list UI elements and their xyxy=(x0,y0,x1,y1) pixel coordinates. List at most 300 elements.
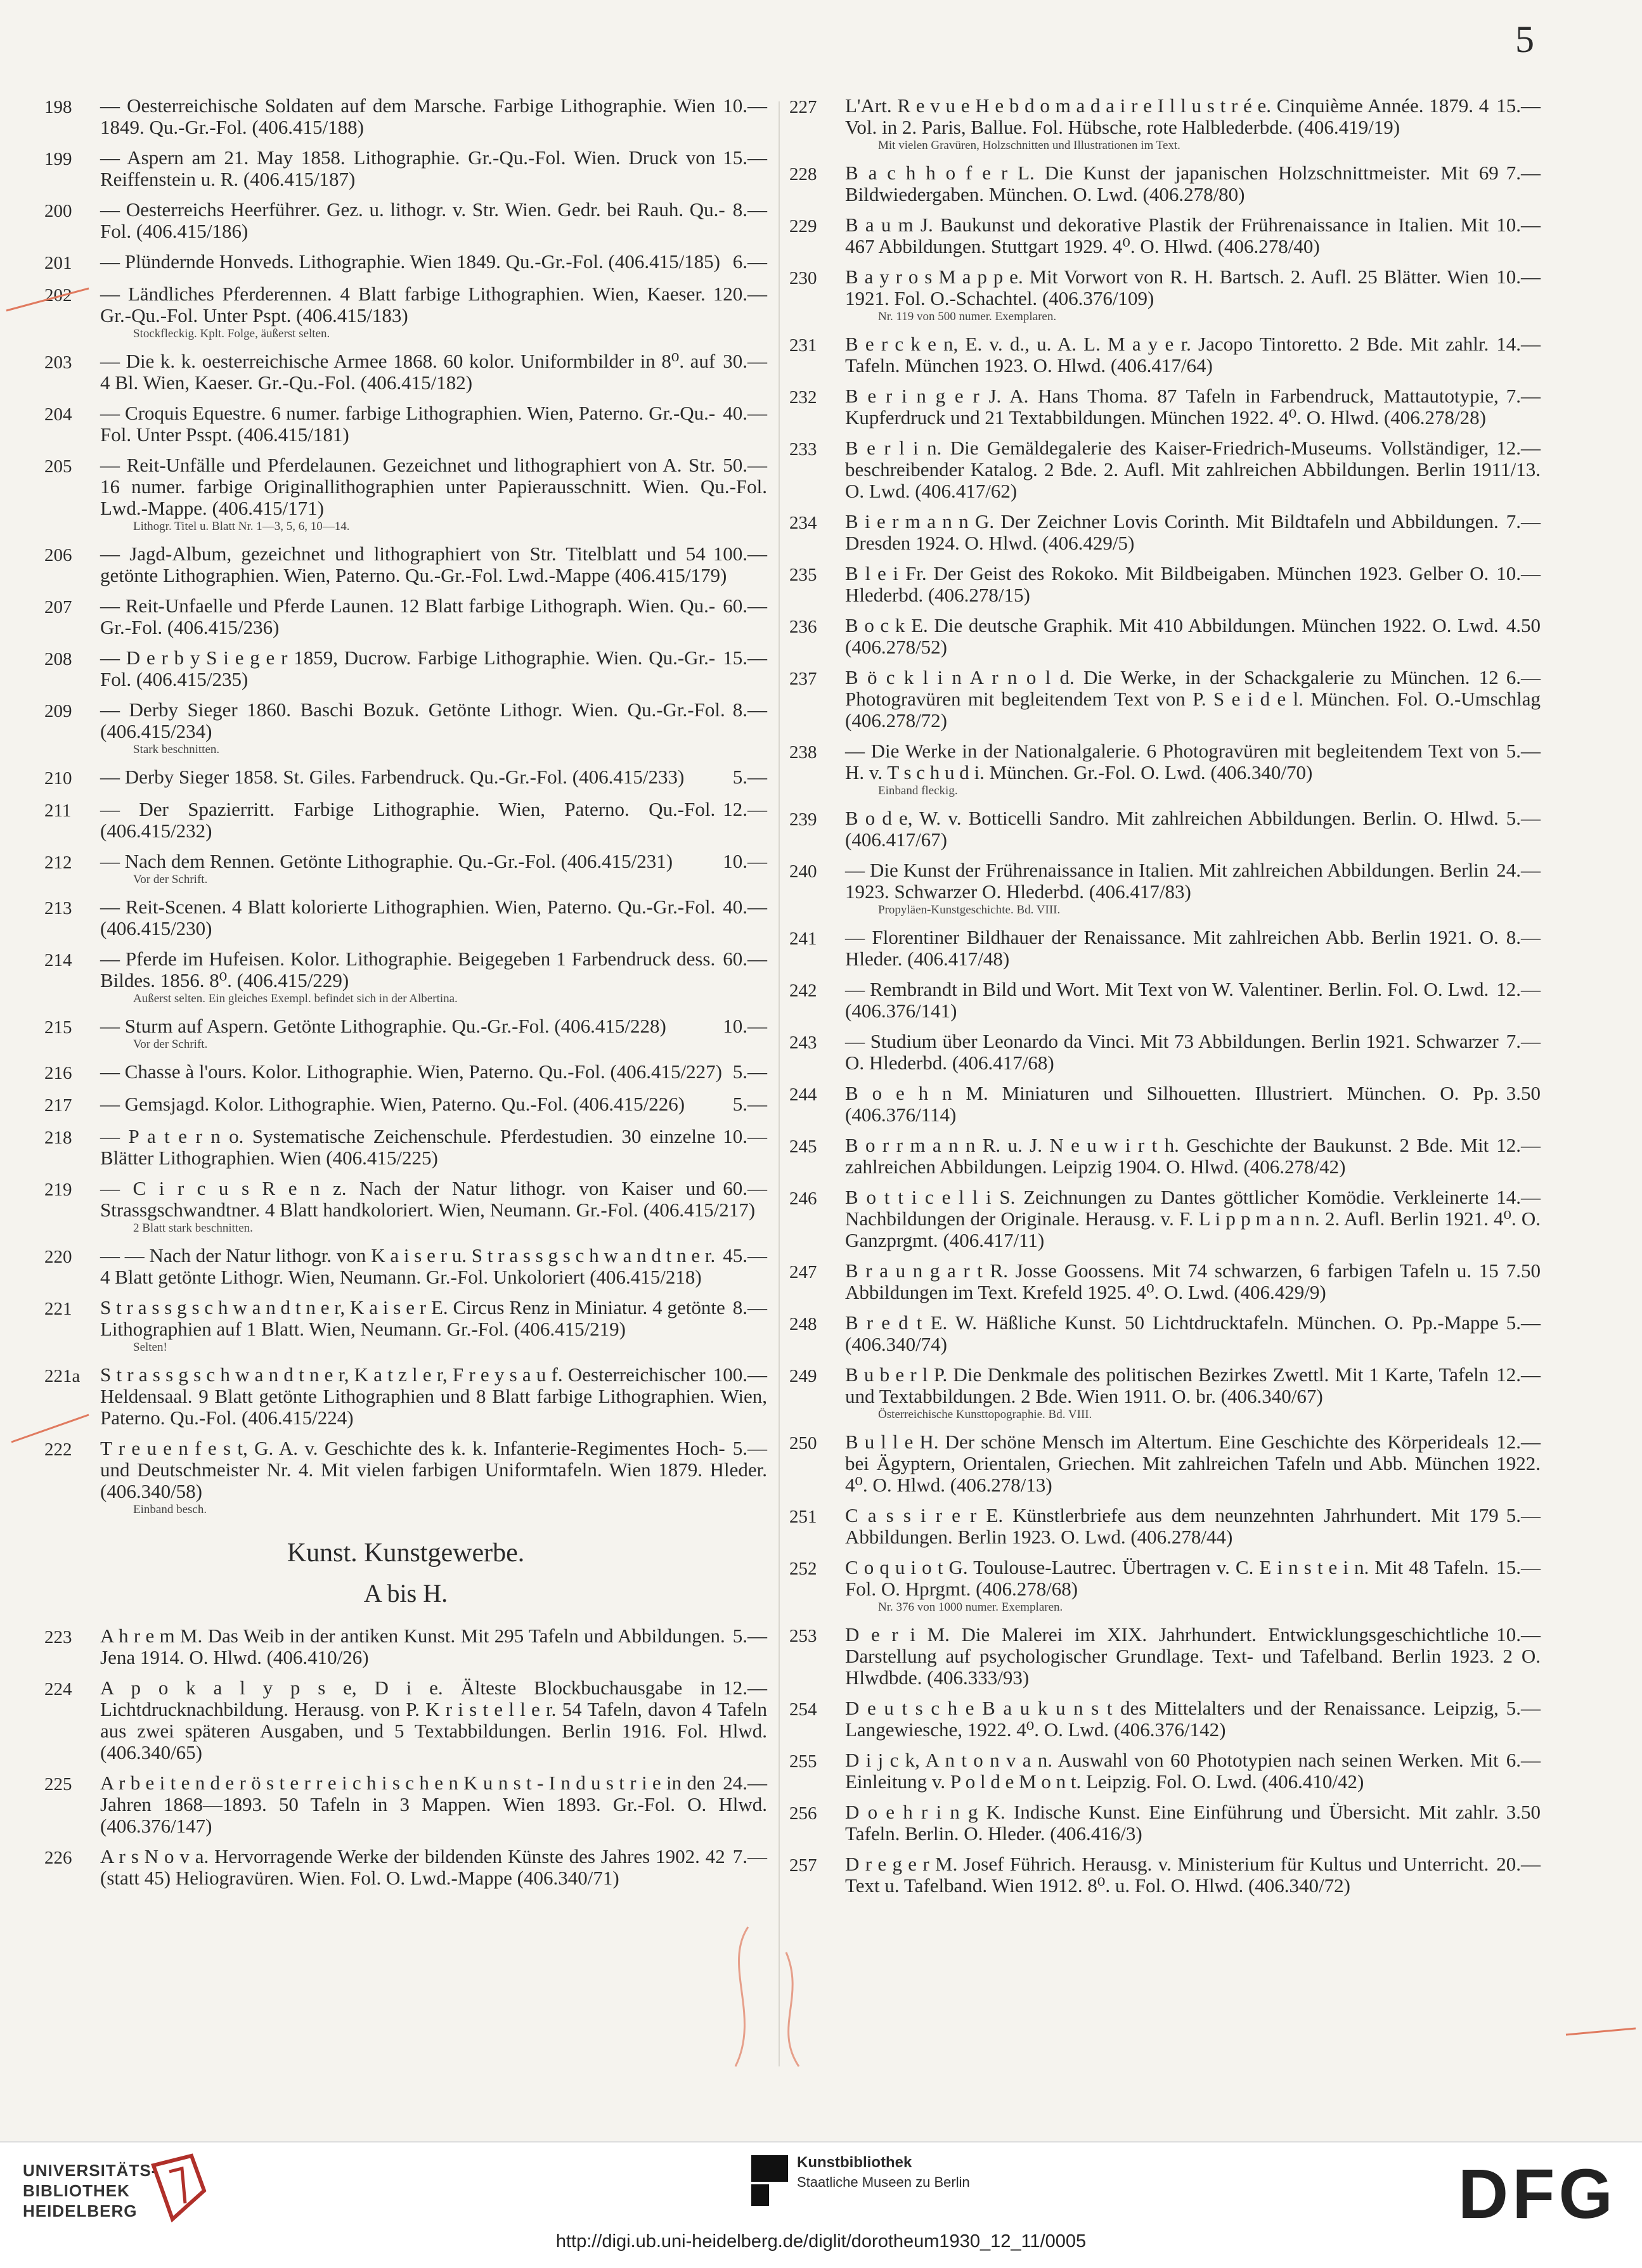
entry-price: 60.— xyxy=(723,1177,767,1199)
entry-text xyxy=(100,595,767,638)
entry-description: — Reit-Unfaelle und Pferde Launen. 12 Blatt farbige Lithograph. Wien. Qu.-Gr.-Fol. (406.415/236) xyxy=(100,595,716,638)
catalog-entry xyxy=(44,1364,767,1429)
entry-price: 5.— xyxy=(732,1437,767,1459)
entry-number: 254 xyxy=(789,1699,817,1720)
entry-number: 212 xyxy=(44,853,72,873)
entry-description: A h r e m M. Das Weib in der antiken Kunst. Mit 295 Tafeln und Abbildungen. Jena 1914. O. Hlwd. (406.410/26) xyxy=(100,1625,725,1668)
catalog-entry xyxy=(789,1364,1541,1422)
entry-body xyxy=(845,1624,1541,1689)
entry-description: — C i r c u s R e n z. Nach der Natur lithogr. von Kaiser und Strassgschwandtner. 4 Blatt handkoloriert. Wien, Neumann. Gr.-Fol. (406.415/217) xyxy=(100,1177,756,1221)
left-column xyxy=(44,95,767,1898)
entry-description: D r e g e r M. Josef Führich. Herausg. v. Ministerium für Kultus und Unterricht. Text u. Tafelband. Wien 1912. 8⁰. u. Fol. O. Hlwd. (406.340/72) xyxy=(845,1853,1489,1897)
entry-body xyxy=(100,251,767,273)
catalog-entry xyxy=(789,860,1541,918)
entry-number: 221a xyxy=(44,1366,81,1386)
entry-price: 24.— xyxy=(1496,859,1541,881)
entry-description: B u l l e H. Der schöne Mensch im Altertum. Eine Geschichte des Körperideals bei Ägyptern, Orientalen, Griechen. Mit zahlreichen Tafeln und Abb. München 1922. 4⁰. O. Hlwd. (406.278/13) xyxy=(845,1431,1541,1496)
entry-price: 6.— xyxy=(1506,666,1541,688)
entry-text xyxy=(100,1126,767,1169)
entry-description: C o q u i o t G. Toulouse-Lautrec. Übertragen v. C. E i n s t e i n. Mit 48 Tafeln. Fol. O. Hprgmt. (406.278/68) xyxy=(845,1556,1489,1600)
entry-text xyxy=(845,740,1541,783)
entry-price: 14.— xyxy=(1496,333,1541,355)
entry-number: 218 xyxy=(44,1128,72,1148)
entry-number: 244 xyxy=(789,1085,817,1105)
catalog-entry xyxy=(44,199,767,242)
entry-body xyxy=(100,647,767,690)
entry-description: — — Nach der Natur lithogr. von K a i s e r u. S t r a s s g s c h w a n d t n e r. 4 Blatt getönte Lithogr. Wien, Neumann. Gr.-Fol. Unkoloriert (406.415/218) xyxy=(100,1244,716,1288)
entry-description: B o e h n M. Miniaturen und Silhouetten. Illustriert. München. O. Pp. (406.376/114) xyxy=(845,1082,1499,1126)
entry-description: — Die k. k. oesterreichische Armee 1868. 60 kolor. Uniformbilder in 8⁰. auf 4 Bl. Wien, Kaeser. Gr.-Qu.-Fol. (406.415/182) xyxy=(100,350,716,394)
entry-description: B o d e, W. v. Botticelli Sandro. Mit zahlreichen Abbildungen. Berlin. O. Hlwd. (406.417/67) xyxy=(845,807,1499,851)
entry-text xyxy=(100,199,767,242)
pencil-mark-right xyxy=(1566,2028,1636,2035)
entry-text xyxy=(845,1031,1541,1074)
catalog-entry xyxy=(44,851,767,887)
entry-number: 217 xyxy=(44,1095,72,1116)
entry-number: 234 xyxy=(789,513,817,533)
entry-description: S t r a s s g s c h w a n d t n e r, K a i s e r E. Circus Renz in Miniatur. 4 getönte Lithographien auf 1 Blatt. Wien, Neumann. Gr.-Fol. (406.415/219) xyxy=(100,1296,725,1340)
entry-body xyxy=(845,1364,1541,1422)
entry-body xyxy=(845,95,1541,153)
entry-body xyxy=(845,162,1541,205)
catalog-entry xyxy=(44,403,767,446)
catalog-entry xyxy=(789,95,1541,153)
entry-number: 238 xyxy=(789,742,817,763)
entry-price: 10.— xyxy=(723,94,767,117)
entry-description: A r b e i t e n d e r ö s t e r r e i c h i s c h e n K u n s t - I n d u s t r i e in den Jahren 1868—1893. 50 Tafeln in 3 Mappen. Wien 1893. Gr.-Fol. O. Hlwd. (406.376/147) xyxy=(100,1772,767,1837)
entry-price: 12.— xyxy=(1496,437,1541,459)
entry-body xyxy=(100,766,767,788)
entry-text xyxy=(845,1505,1541,1548)
entry-note: Österreichische Kunsttopographie. Bd. VIII. xyxy=(878,1408,1092,1421)
entry-text xyxy=(100,1093,767,1115)
kb-subtitle: Staatliche Museen zu Berlin xyxy=(797,2174,970,2190)
entry-description: — Studium über Leonardo da Vinci. Mit 73 Abbildungen. Berlin 1921. Schwarzer O. Hlederbd. (406.417/68) xyxy=(845,1030,1499,1074)
entry-body xyxy=(845,1431,1541,1496)
entry-price: 10.— xyxy=(1496,562,1541,584)
catalog-entry xyxy=(44,1297,767,1355)
entry-description: — Reit-Scenen. 4 Blatt kolorierte Lithographien. Wien, Paterno. Qu.-Gr.-Fol. (406.415/230) xyxy=(100,896,716,939)
entry-number: 209 xyxy=(44,701,72,721)
entry-number: 204 xyxy=(44,404,72,425)
entry-price: 5.— xyxy=(732,1060,767,1083)
page-url[interactable]: http://digi.ub.uni-heidelberg.de/diglit/dorotheum1930_12_11/0005 xyxy=(555,2231,1087,2252)
entry-text xyxy=(845,1698,1541,1741)
entry-description: B a u m J. Baukunst und dekorative Plastik der Frührenaissance in Italien. Mit 467 Abbildungen. Stuttgart 1929. 4⁰. O. Hlwd. (406.278/40) xyxy=(845,214,1489,257)
entry-price: 40.— xyxy=(723,402,767,424)
entry-description: — Croquis Equestre. 6 numer. farbige Lithographien. Wien, Paterno. Gr.-Qu.-Fol. Unter Psspt. (406.415/181) xyxy=(100,402,716,446)
university-seal-icon xyxy=(147,2153,210,2222)
entry-price: 15.— xyxy=(1496,1556,1541,1578)
entry-number: 206 xyxy=(44,545,72,565)
university-library-logo[interactable] xyxy=(23,2160,157,2221)
entry-description: A p o k a l y p s e, D i e. Älteste Blockbuchausgabe in Lichtdrucknachbildung. Herausg. von P. K r i s t e l l e r. 54 Tafeln, davon 4 Tafeln aus zwei späteren Ausgaben, und 5 Textabbildungen. Berlin 1916. Fol. Hlwd. (406.340/65) xyxy=(100,1677,767,1763)
entry-price: 24.— xyxy=(723,1772,767,1794)
catalog-entry xyxy=(789,385,1541,428)
entry-text xyxy=(845,1135,1541,1178)
entry-body xyxy=(845,1505,1541,1548)
entry-body xyxy=(845,808,1541,851)
entry-number: 252 xyxy=(789,1559,817,1579)
entry-price: 100.— xyxy=(713,1363,767,1386)
entry-price: 5.— xyxy=(1506,1311,1541,1334)
catalog-entry xyxy=(789,1749,1541,1793)
entry-number: 250 xyxy=(789,1433,817,1453)
entry-text xyxy=(100,1178,767,1221)
entry-price: 20.— xyxy=(1496,1853,1541,1875)
entry-number: 247 xyxy=(789,1262,817,1282)
entry-description: — Nach dem Rennen. Getönte Lithographie. Qu.-Gr.-Fol. (406.415/231) xyxy=(100,850,673,872)
entry-body xyxy=(845,1187,1541,1251)
entry-text xyxy=(100,896,767,939)
entry-text xyxy=(100,799,767,842)
entry-number: 208 xyxy=(44,649,72,669)
entry-description: — Chasse à l'ours. Kolor. Lithographie. Wien, Paterno. Qu.-Fol. (406.415/227) xyxy=(100,1060,722,1083)
entry-price: 5.— xyxy=(1506,1504,1541,1526)
catalog-entry xyxy=(44,1126,767,1169)
entry-body xyxy=(100,1093,767,1115)
catalog-entry xyxy=(44,896,767,939)
entry-price: 5.— xyxy=(1506,740,1541,762)
entry-body xyxy=(845,1135,1541,1178)
entry-description: — Oesterreichs Heerführer. Gez. u. lithogr. v. Str. Wien. Gedr. bei Rauh. Qu.-Fol. (406.415/186) xyxy=(100,198,725,242)
entry-body xyxy=(845,1031,1541,1074)
entry-description: — Derby Sieger 1858. St. Giles. Farbendruck. Qu.-Gr.-Fol. (406.415/233) xyxy=(100,766,685,788)
catalog-entry xyxy=(789,1187,1541,1251)
entry-number: 221 xyxy=(44,1299,72,1319)
catalog-entry xyxy=(789,1431,1541,1496)
entry-text xyxy=(845,511,1541,554)
entry-number: 200 xyxy=(44,201,72,221)
entry-body xyxy=(845,333,1541,377)
entry-body xyxy=(845,927,1541,970)
entry-price: 7.50 xyxy=(1506,1260,1541,1282)
entry-body xyxy=(100,147,767,190)
dfg-logo[interactable]: DFG xyxy=(1458,2155,1617,2233)
catalog-entry xyxy=(44,1178,767,1236)
entry-number: 248 xyxy=(789,1314,817,1334)
entry-number: 226 xyxy=(44,1848,72,1868)
entry-description: — Sturm auf Aspern. Getönte Lithographie. Qu.-Gr.-Fol. (406.415/228) xyxy=(100,1015,666,1037)
entry-description: B r e d t E. W. Häßliche Kunst. 50 Lichtdrucktafeln. München. O. Pp.-Mappe (406.340/74) xyxy=(845,1311,1499,1355)
catalog-entry xyxy=(789,266,1541,325)
entry-number: 255 xyxy=(789,1751,817,1772)
entry-number: 231 xyxy=(789,335,817,356)
entry-description: B e r l i n. Die Gemäldegalerie des Kaiser-Friedrich-Museums. Vollständiger, beschreibender Katalog. 2 Bde. 2. Aufl. Mit zahlreichen Abbildungen. Berlin 1911/13. O. Lwd. (406.417/62) xyxy=(845,437,1541,502)
catalog-entry xyxy=(44,799,767,842)
footer-bar xyxy=(0,2141,1642,2268)
entry-body xyxy=(845,385,1541,428)
entry-price: 15.— xyxy=(723,647,767,669)
entry-description: D o e h r i n g K. Indische Kunst. Eine Einführung und Übersicht. Mit zahlr. Tafeln. Berlin. O. Hleder. (406.416/3) xyxy=(845,1801,1499,1845)
catalog-entry xyxy=(44,595,767,638)
entry-price: 100.— xyxy=(713,543,767,565)
entry-description: B a c h h o f e r L. Die Kunst der japanischen Holzschnittmeister. Mit 69 Bildwiedergaben. München. O. Lwd. (406.278/80) xyxy=(845,162,1499,205)
entry-text xyxy=(100,403,767,446)
catalog-entry xyxy=(789,1624,1541,1689)
entry-text xyxy=(845,1187,1541,1251)
entry-price: 7.— xyxy=(1506,1030,1541,1052)
entry-number: 239 xyxy=(789,809,817,830)
entry-price: 120.— xyxy=(713,283,767,305)
entry-number: 198 xyxy=(44,97,72,117)
catalog-entry xyxy=(789,1083,1541,1126)
catalog-entry xyxy=(44,1061,767,1085)
entry-description: D e u t s c h e B a u k u n s t des Mittelalters und der Renaissance. Leipzig, Langewiesche, 1922. 4⁰. O. Lwd. (406.376/142) xyxy=(845,1697,1499,1741)
catalog-entry xyxy=(789,511,1541,554)
catalog-entry xyxy=(789,1135,1541,1178)
entry-number: 205 xyxy=(44,456,72,477)
entry-number: 211 xyxy=(44,801,72,821)
entry-text xyxy=(845,1749,1541,1793)
catalog-entry xyxy=(44,699,767,757)
entry-description: B e r i n g e r J. A. Hans Thoma. 87 Tafeln in Farbendruck, Mattautotypie, Kupferdruck und 21 Textabbildungen. München 1922. 4⁰. O. Hlwd. (406.278/28) xyxy=(845,385,1499,428)
entry-price: 6.— xyxy=(732,250,767,273)
catalog-entry xyxy=(789,1312,1541,1355)
entry-price: 12.— xyxy=(1496,1431,1541,1453)
kb-title: Kunstbibliothek xyxy=(797,2154,912,2171)
entry-price: 5.— xyxy=(732,1093,767,1115)
entry-description: — D e r b y S i e g e r 1859, Ducrow. Farbige Lithographie. Wien. Qu.-Gr.-Fol. (406.415/235) xyxy=(100,647,716,690)
entry-text xyxy=(100,1364,767,1429)
entry-text xyxy=(845,162,1541,205)
catalog-entry xyxy=(44,95,767,138)
entry-body xyxy=(845,860,1541,918)
entry-text xyxy=(845,333,1541,377)
entry-price: 8.— xyxy=(732,1296,767,1318)
entry-text xyxy=(845,1364,1541,1407)
entry-body xyxy=(845,1312,1541,1355)
entry-price: 14.— xyxy=(1496,1186,1541,1208)
entry-note: Stark beschnitten. xyxy=(133,743,220,756)
entry-text xyxy=(100,766,767,788)
entry-text xyxy=(845,1260,1541,1303)
entry-description: B r a u n g a r t R. Josse Goossens. Mit 74 schwarzen, 6 farbigen Tafeln u. 15 Abbildungen im Text. Krefeld 1925. 4⁰. O. Lwd. (406.429/9) xyxy=(845,1260,1499,1303)
entry-text xyxy=(845,667,1541,731)
entry-body xyxy=(100,1625,767,1668)
entry-text xyxy=(845,95,1541,138)
entry-price: 60.— xyxy=(723,948,767,970)
entry-price: 8.— xyxy=(732,198,767,221)
entry-body xyxy=(845,1749,1541,1793)
entry-text xyxy=(100,283,767,326)
right-column xyxy=(789,95,1541,1905)
entry-description: — Der Spazierritt. Farbige Lithographie. Wien, Paterno. Qu.-Fol. (406.415/232) xyxy=(100,798,716,842)
left-entry-list-2 xyxy=(44,1625,767,1889)
catalog-entry xyxy=(44,454,767,534)
entry-price: 7.— xyxy=(1506,510,1541,532)
catalog-entry xyxy=(789,214,1541,257)
entry-body xyxy=(100,1772,767,1837)
entry-body xyxy=(100,799,767,842)
entry-text xyxy=(845,927,1541,970)
catalog-entry xyxy=(44,1846,767,1889)
entry-description: — Gemsjagd. Kolor. Lithographie. Wien, Paterno. Qu.-Fol. (406.415/226) xyxy=(100,1093,685,1115)
entry-number: 246 xyxy=(789,1189,817,1209)
entry-text xyxy=(100,1772,767,1837)
catalog-entry xyxy=(789,615,1541,658)
catalog-entry xyxy=(44,1625,767,1668)
entry-number: 202 xyxy=(44,285,72,306)
entry-number: 240 xyxy=(789,861,817,882)
catalog-entry xyxy=(44,1772,767,1837)
entry-number: 223 xyxy=(44,1627,72,1647)
catalog-entry xyxy=(789,808,1541,851)
entry-price: 3.50 xyxy=(1506,1082,1541,1104)
catalog-entry xyxy=(44,1245,767,1288)
entry-price: 10.— xyxy=(1496,266,1541,288)
entry-description: — Die Kunst der Frührenaissance in Italien. Mit zahlreichen Abbildungen. Berlin 1923. Schwarzer O. Hlederbd. (406.417/83) xyxy=(845,859,1489,903)
entry-text xyxy=(100,1245,767,1288)
catalog-entry xyxy=(44,766,767,790)
entry-body xyxy=(100,351,767,394)
entry-body xyxy=(845,1801,1541,1845)
catalog-entry xyxy=(789,740,1541,799)
entry-number: 214 xyxy=(44,950,72,970)
entry-price: 6.— xyxy=(1506,1749,1541,1771)
entry-description: B i e r m a n n G. Der Zeichner Lovis Corinth. Mit Bildtafeln und Abbildungen. Dresden 1924. O. Hlwd. (406.429/5) xyxy=(845,510,1499,554)
entry-price: 15.— xyxy=(1496,94,1541,117)
entry-text xyxy=(845,1431,1541,1496)
entry-description: — Jagd-Album, gezeichnet und lithographiert von Str. Titelblatt und 54 getönte Lithographien. Wien, Paterno. Qu.-Gr.-Fol. Lwd.-Mappe (406.415/179) xyxy=(100,543,727,586)
entry-price: 50.— xyxy=(723,454,767,476)
catalog-entry xyxy=(789,162,1541,205)
entry-price: 8.— xyxy=(1506,926,1541,948)
catalog-entry xyxy=(789,333,1541,377)
entry-body xyxy=(100,1015,767,1052)
entry-price: 10.— xyxy=(723,850,767,872)
entry-description: — P a t e r n o. Systematische Zeichenschule. Pferdestudien. 30 einzelne Blätter Lithographien. Wien (406.415/225) xyxy=(100,1125,716,1169)
entry-body xyxy=(100,95,767,138)
entry-number: 237 xyxy=(789,669,817,689)
entry-price: 30.— xyxy=(723,350,767,372)
column-divider xyxy=(779,101,780,2066)
entry-body xyxy=(100,948,767,1007)
entry-description: — Derby Sieger 1860. Baschi Bozuk. Getönte Lithogr. Wien. Qu.-Gr.-Fol. (406.415/234) xyxy=(100,699,725,742)
catalog-entry xyxy=(789,1260,1541,1303)
entry-number: 222 xyxy=(44,1440,72,1460)
entry-text xyxy=(845,214,1541,257)
entry-body xyxy=(845,511,1541,554)
entry-note: Einband besch. xyxy=(133,1503,207,1516)
entry-text xyxy=(845,615,1541,658)
entry-text xyxy=(845,808,1541,851)
entry-description: — Oesterreichische Soldaten auf dem Marsche. Farbige Lithographie. Wien 1849. Qu.-Gr.-Fol. (406.415/188) xyxy=(100,94,716,138)
entry-note: 2 Blatt stark beschnitten. xyxy=(133,1221,253,1235)
entry-body xyxy=(100,699,767,757)
entry-description: B l e i Fr. Der Geist des Rokoko. Mit Bildbeigaben. München 1923. Gelber O. Hlederbd. (406.278/15) xyxy=(845,562,1489,606)
entry-text xyxy=(845,266,1541,309)
entry-body xyxy=(100,454,767,534)
entry-description: A r s N o v a. Hervorragende Werke der bildenden Künste des Jahres 1902. 42 (statt 45) Heliogravüren. Wien. Fol. O. Lwd.-Mappe (406.340/71) xyxy=(100,1845,725,1889)
left-entry-list xyxy=(44,95,767,1517)
entry-body xyxy=(845,667,1541,731)
entry-text xyxy=(100,647,767,690)
entry-price: 10.— xyxy=(1496,1623,1541,1646)
entry-number: 227 xyxy=(789,97,817,117)
entry-text xyxy=(100,1625,767,1668)
entry-note: Lithogr. Titel u. Blatt Nr. 1—3, 5, 6, 10—14. xyxy=(133,520,350,533)
entry-body xyxy=(100,199,767,242)
entry-price: 12.— xyxy=(1496,1363,1541,1386)
entry-number: 219 xyxy=(44,1180,72,1200)
entry-text xyxy=(845,1557,1541,1600)
entry-text xyxy=(845,1853,1541,1897)
entry-body xyxy=(845,740,1541,799)
entry-body xyxy=(100,1364,767,1429)
entry-number: 243 xyxy=(789,1033,817,1053)
entry-description: L'Art. R e v u e H e b d o m a d a i r e I l l u s t r é e. Cinquième Année. 1879. 4 Vol. in 2. Paris, Ballue. Fol. Hübsche, rote Halblederbde. (406.419/19) xyxy=(845,94,1489,138)
entry-text xyxy=(100,543,767,586)
entry-description: — Pferde im Hufeisen. Kolor. Lithographie. Beigegeben 1 Farbendruck dess. Bildes. 1856. 8⁰. (406.415/229) xyxy=(100,948,716,991)
entry-body xyxy=(845,615,1541,658)
entry-body xyxy=(845,563,1541,606)
section-subtitle: A bis H. xyxy=(363,1579,448,1608)
entry-body xyxy=(845,1698,1541,1741)
entry-body xyxy=(845,1557,1541,1615)
entry-description: B e r c k e n, E. v. d., u. A. L. M a y e r. Jacopo Tintoretto. 2 Bde. Mit zahlr. Tafeln. München 1923. O. Hlwd. (406.417/64) xyxy=(845,333,1489,377)
entry-text xyxy=(100,1438,767,1502)
entry-text xyxy=(100,147,767,190)
entry-body xyxy=(100,283,767,342)
entry-text xyxy=(100,1846,767,1889)
entry-number: 241 xyxy=(789,929,817,949)
pencil-scribble xyxy=(735,1927,799,2066)
entry-number: 224 xyxy=(44,1679,72,1699)
entry-body xyxy=(100,1846,767,1889)
uni-logo-line: UNIVERSITÄTS- xyxy=(23,2161,158,2180)
entry-price: 7.— xyxy=(1506,385,1541,407)
entry-body xyxy=(845,1853,1541,1897)
catalog-entry xyxy=(44,543,767,586)
entry-number: 216 xyxy=(44,1063,72,1083)
entry-description: — Ländliches Pferderennen. 4 Blatt farbige Lithographien. Wien, Kaeser. Gr.-Qu.-Fol. Unter Pspt. (406.415/183) xyxy=(100,283,706,326)
entry-body xyxy=(100,1178,767,1236)
entry-description: — Florentiner Bildhauer der Renaissance. Mit zahlreichen Abb. Berlin 1921. O. Hleder. (406.417/48) xyxy=(845,926,1499,970)
entry-description: — Plündernde Honveds. Lithographie. Wien 1849. Qu.-Gr.-Fol. (406.415/185) xyxy=(100,250,720,273)
entry-body xyxy=(100,1061,767,1083)
right-entry-list xyxy=(789,95,1541,1897)
entry-number: 220 xyxy=(44,1247,72,1267)
entry-price: 3.50 xyxy=(1506,1801,1541,1823)
entry-description: T r e u e n f e s t, G. A. v. Geschichte des k. k. Infanterie-Regimentes Hoch- und Deutschmeister Nr. 4. Mit vielen farbigen Uniformtafeln. Wien 1879. Hleder. (406.340/58) xyxy=(100,1437,767,1502)
entry-note: Vor der Schrift. xyxy=(133,1038,208,1051)
entry-price: 12.— xyxy=(723,798,767,820)
section-title: Kunst. Kunstgewerbe. xyxy=(287,1538,525,1568)
entry-description: B a y r o s M a p p e. Mit Vorwort von R. H. Bartsch. 2. Aufl. 25 Blätter. Wien 1921. Fol. O.-Schachtel. (406.376/109) xyxy=(845,266,1489,309)
entry-number: 251 xyxy=(789,1507,817,1527)
catalog-entry xyxy=(789,1505,1541,1548)
entry-note: Propyläen-Kunstgeschichte. Bd. VIII. xyxy=(878,903,1061,917)
entry-price: 10.— xyxy=(723,1125,767,1147)
entry-price: 40.— xyxy=(723,896,767,918)
entry-price: 8.— xyxy=(732,699,767,721)
catalog-entry xyxy=(789,927,1541,970)
entry-number: 228 xyxy=(789,164,817,184)
entry-text xyxy=(845,1624,1541,1689)
entry-note: Selten! xyxy=(133,1341,167,1354)
catalog-entry xyxy=(44,283,767,342)
catalog-entry xyxy=(44,1677,767,1763)
entry-number: 230 xyxy=(789,268,817,288)
entry-text xyxy=(100,851,767,872)
entry-body xyxy=(100,543,767,586)
entry-number: 229 xyxy=(789,216,817,236)
entry-description: — Reit-Unfälle und Pferdelaunen. Gezeichnet und lithographiert von A. Str. 16 numer. farbige Originallithographien unter Papierausschnitt. Wien. Qu.-Fol. Lwd.-Mappe. (406.415/171) xyxy=(100,454,767,519)
entry-description: B o t t i c e l l i S. Zeichnungen zu Dantes göttlicher Komödie. Verkleinerte Nachbildungen der Originale. Herausg. v. F. L i p p m a n n. 2. Aufl. Berlin 1921. 4⁰. O. Ganzprgmt. (406.417/11) xyxy=(845,1186,1541,1251)
entry-text xyxy=(845,860,1541,903)
entry-description: C a s s i r e r E. Künstlerbriefe aus dem neunzehnten Jahrhundert. Mit 179 Abbildungen. Berlin 1923. O. Lwd. (406.278/44) xyxy=(845,1504,1499,1548)
